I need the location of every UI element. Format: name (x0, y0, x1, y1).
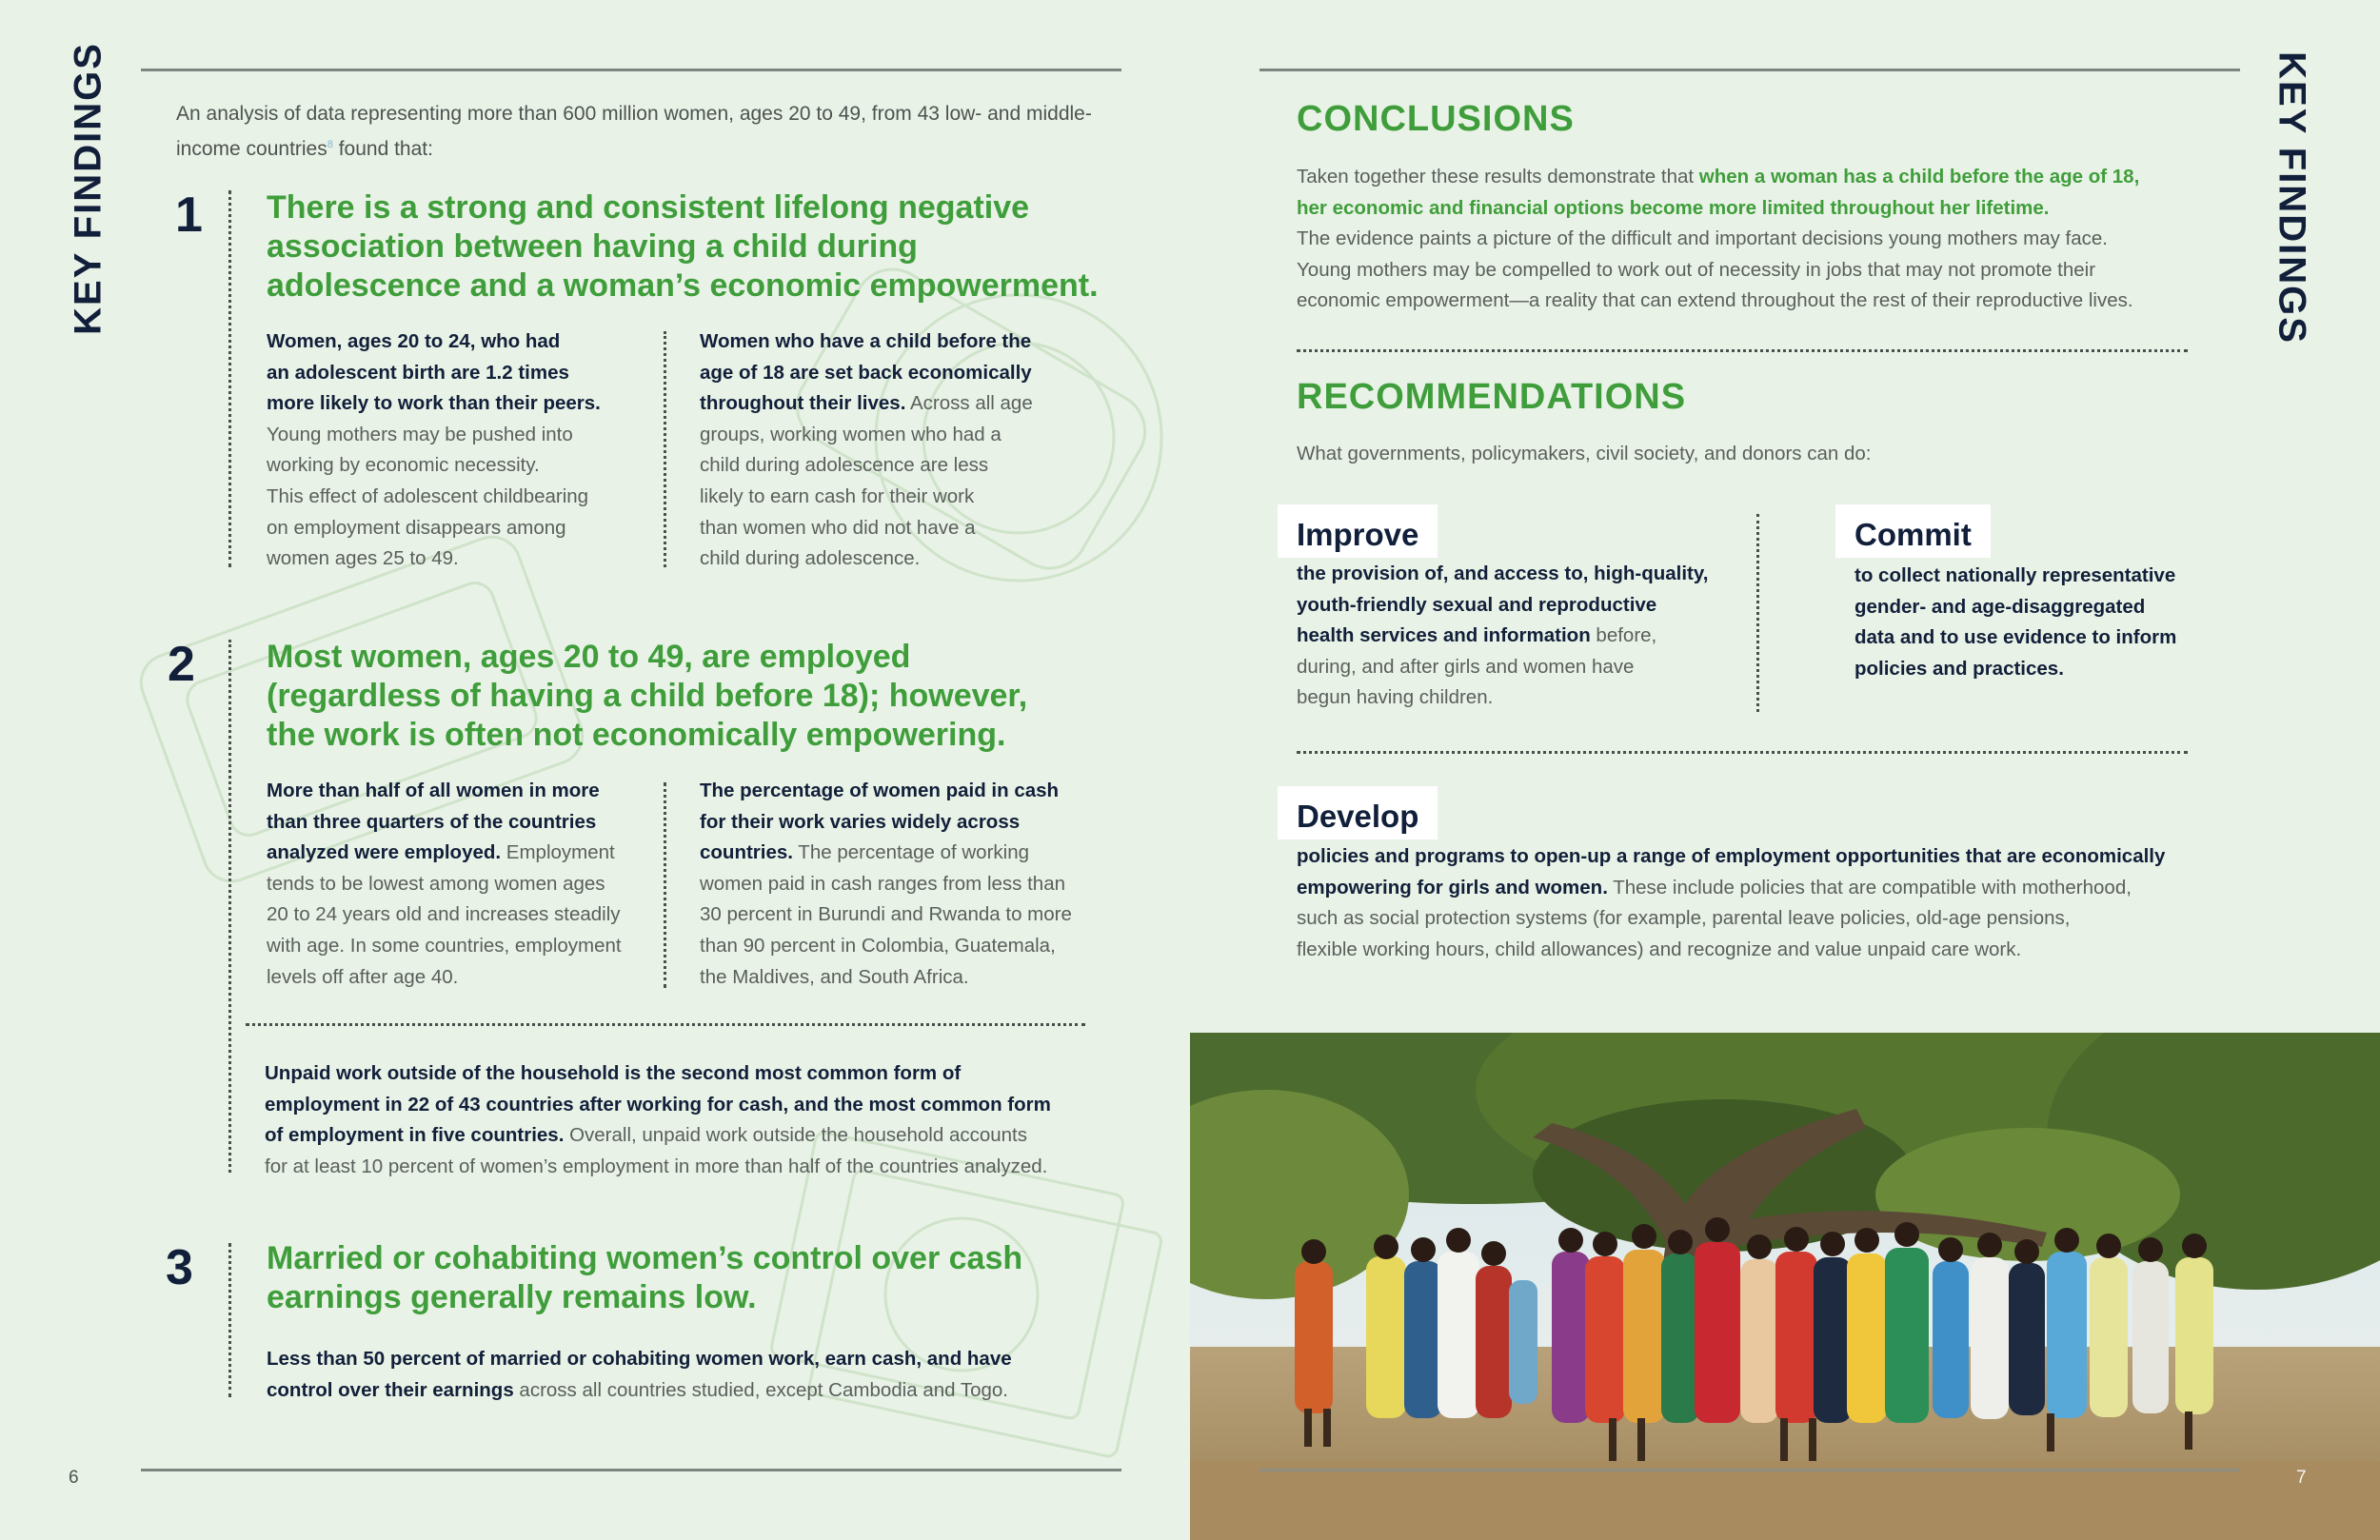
conclusions-body: Taken together these results demonstrate that when a woman has a child before the age of 18, her economic and financial options become more limited throughout her lifetime. The evidence paints a picture of the difficult and important decisions young mothers may face. Young mothers may be compelled to work out of necessity in jobs that may not promote their economic empowerment—a reality that can extend throughout the rest of their reproductive lives. (1297, 166, 2140, 312)
recommendations-column-divider (1756, 514, 1759, 712)
finding-1-column-divider (664, 331, 666, 567)
improve-body: the provision of, and access to, high-quality, youth-friendly sexual and reproductive health services and information before, during, and after girls and women have begun having children. (1297, 563, 1709, 709)
finding-1-divider (228, 190, 231, 567)
recommendations-subtitle: What governments, policymakers, civil society, and donors can do: (1297, 443, 1872, 464)
finding-3-text: Less than 50 percent of married or cohabiting women work, earn cash, and have control over their earnings across all countries studied, except Cambodia and Togo. (267, 1348, 1012, 1401)
finding-2-headline: Most women, ages 20 to 49, are employed (regardless of having a child before 18); however, the work is often not economically empowering. (267, 639, 1028, 753)
finding-3-number: 3 (166, 1240, 193, 1295)
conclusions-separator (1297, 349, 2188, 352)
finding-2-divider (228, 640, 231, 1173)
intro-line-1: An analysis of data representing more than 600 million women, ages 20 to 49, from 43 low- and middle- (176, 103, 1092, 125)
top-rule-right (1259, 69, 2240, 71)
intro-line-2: income countries$^8$ found that: (176, 138, 433, 160)
finding-2-separator (246, 1023, 1085, 1026)
finding-1-number: 1 (175, 188, 203, 243)
footnote-ref[interactable]: 8 (327, 139, 333, 150)
side-title-left: KEY FINDINGS (67, 42, 109, 335)
finding-2-col2: The percentage of women paid in cash for their work varies widely across countries. The percentage of working women paid in cash ranges from less than 30 percent in Burundi and Rwanda to more than 90 percent in Colombia, Guatemala, the Maldives, and South Africa. (700, 780, 1072, 988)
intro-paragraph (176, 98, 1128, 165)
finding-1-col2: Women who have a child before the age of 18 are set back economically throughout their lives. Across all age groups, working women who had a child during adolescence are less likely to earn cash for their work than women who did not have a child during adolescence. (700, 330, 1033, 570)
develop-tab: Develop (1278, 786, 1438, 839)
bottom-rule-right (1259, 1469, 2240, 1471)
page-number-left: 6 (69, 1468, 79, 1488)
finding-1-col1: Women, ages 20 to 24, who had an adolescent birth are 1.2 times more likely to work than their peers. Young mothers may be pushed into working by economic necessity. This effect of adolescent childbearing on employment disappears among women ages 25 to 49. (267, 330, 601, 570)
recommendations-separator (1297, 751, 2188, 754)
finding-2-number: 2 (168, 637, 195, 692)
improve-tab: Improve (1278, 504, 1438, 558)
finding-2-col1: More than half of all women in more than three quarters of the countries analyzed were employed. Employment tends to be lowest among women ages 20 to 24 years old and increases steadily with age. In some countries, employment levels off after age 40. (267, 780, 622, 988)
page-number-right: 7 (2296, 1468, 2307, 1488)
photo-women-under-tree (1190, 1033, 2380, 1540)
top-rule-left (141, 69, 1121, 71)
finding-2-extra: Unpaid work outside of the household is the second most common form of employment in 22 of 43 countries after working for cash, and the most common form of employment in five countries. Overall, unpaid work outside the household accounts for at least 10 percent of women’s employment in more than half of the countries analyzed. (265, 1062, 1051, 1177)
photo-illustration-icon (1190, 1033, 2380, 1540)
side-title-right: KEY FINDINGS (2271, 51, 2313, 345)
finding-1-headline: There is a strong and consistent lifelong negative association between having a child during adolescence and a woman’s economic empowerment. (267, 189, 1099, 304)
recommendations-heading: RECOMMENDATIONS (1297, 377, 1687, 417)
finding-3-headline: Married or cohabiting women’s control over cash earnings generally remains low. (267, 1240, 1023, 1315)
conclusions-heading: CONCLUSIONS (1297, 99, 1575, 139)
finding-3-divider (228, 1243, 231, 1397)
commit-body: to collect nationally representative gender- and age-disaggregated data and to use evidence to inform policies and practices. (1854, 564, 2177, 680)
develop-body: policies and programs to open-up a range of employment opportunities that are economically empowering for girls and women. These include policies that are compatible with motherhood, such as social protection systems (for example, parental leave policies, old-age pensions, flexible working hours, child allowances) and recognize and value unpaid care work. (1297, 845, 2166, 960)
commit-tab: Commit (1835, 504, 1991, 558)
finding-2-column-divider (664, 782, 666, 988)
